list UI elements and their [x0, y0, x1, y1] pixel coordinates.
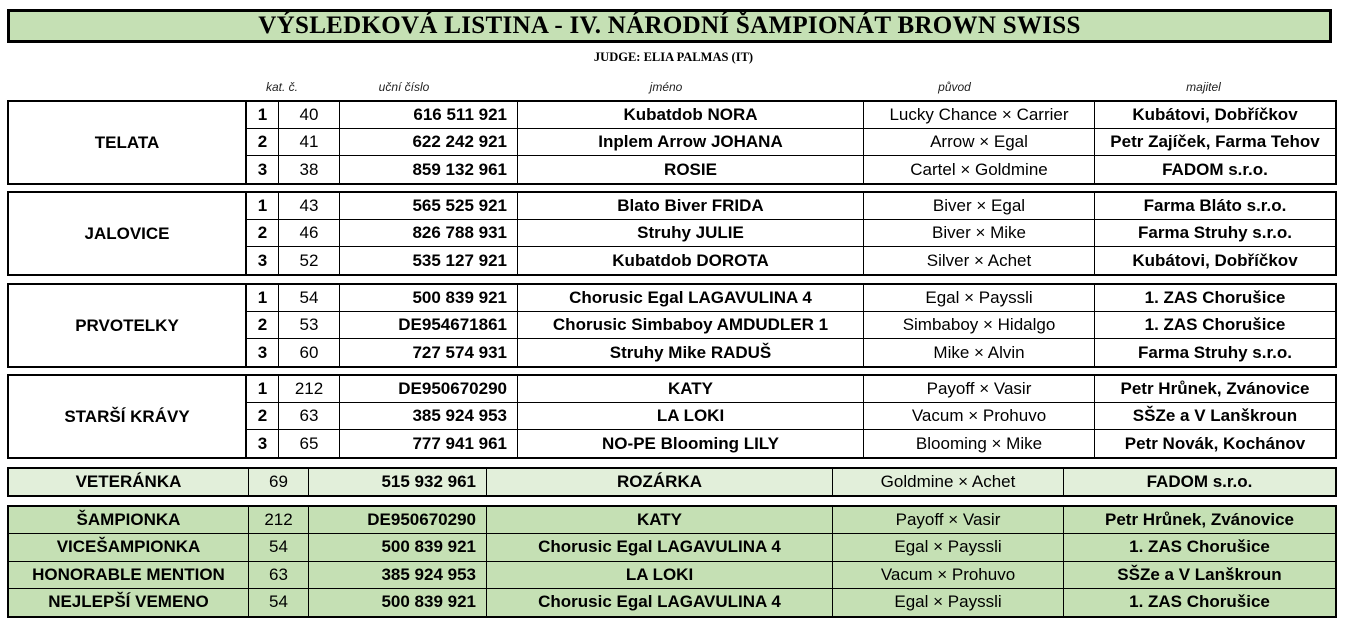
- award-num: DE950670290: [309, 507, 487, 534]
- cell-majitel: Petr Zajíček, Farma Tehov: [1095, 129, 1335, 156]
- table-row: [247, 156, 1335, 183]
- cell-majitel: Petr Hrůnek, Zvánovice: [1095, 376, 1335, 403]
- award-num: 500 839 921: [309, 534, 487, 561]
- award-row: [9, 562, 1335, 589]
- cell-kat: 65: [279, 430, 340, 457]
- award-majitel: 1. ZAS Chorušice: [1064, 534, 1335, 561]
- cell-place: 1: [247, 376, 279, 403]
- cell-majitel: 1. ZAS Chorušice: [1095, 285, 1335, 312]
- header-kat: kat. č.: [265, 80, 298, 94]
- veteranka-label: VETERÁNKA: [9, 469, 249, 495]
- table-row: [247, 193, 1335, 220]
- cell-kat: 38: [279, 156, 340, 183]
- table-row: [247, 339, 1335, 366]
- cell-majitel: Petr Novák, Kochánov: [1124, 433, 1306, 453]
- group-3: [7, 374, 1337, 459]
- award-name: KATY: [487, 507, 833, 534]
- cell-num: 777 941 961: [340, 430, 518, 457]
- award-row: [9, 589, 1335, 616]
- cell-kat: 41: [279, 129, 340, 156]
- veteranka-name: ROZÁRKA: [487, 469, 833, 495]
- cell-name: Struhy JULIE: [518, 220, 864, 247]
- veteranka-row: [7, 467, 1337, 497]
- cell-place: 2: [247, 220, 279, 247]
- award-name: Chorusic Egal LAGAVULINA 4: [487, 534, 833, 561]
- cell-place: 2: [247, 403, 279, 430]
- award-name: LA LOKI: [487, 562, 833, 589]
- cell-puvod: Simbaboy × Hidalgo: [864, 312, 1095, 339]
- cell-name: Kubatdob DOROTA: [518, 247, 864, 274]
- judge-line: JUDGE: ELIA PALMAS (IT): [593, 50, 754, 64]
- group-label: TELATA: [9, 102, 247, 183]
- cell-kat: 54: [279, 285, 340, 312]
- cell-kat: 60: [279, 339, 340, 366]
- award-num: 385 924 953: [309, 562, 487, 589]
- cell-num: 727 574 931: [340, 339, 518, 366]
- cell-place: 1: [247, 285, 279, 312]
- award-kat: 54: [249, 589, 309, 616]
- award-label: NEJLEPŠÍ VEMENO: [9, 589, 249, 616]
- cell-name: Blato Biver FRIDA: [518, 193, 864, 220]
- cell-name: Chorusic Egal LAGAVULINA 4: [518, 285, 864, 312]
- group-2: [7, 283, 1337, 368]
- cell-num: 622 242 921: [340, 129, 518, 156]
- cell-puvod: Biver × Egal: [864, 193, 1095, 220]
- cell-majitel: Kubátovi, Dobříčkov: [1132, 250, 1298, 270]
- cell-kat: 53: [279, 312, 340, 339]
- title-banner: [7, 9, 1332, 43]
- award-label: VICEŠAMPIONKA: [9, 534, 249, 561]
- table-row: [247, 220, 1335, 247]
- cell-place: 3: [247, 247, 279, 274]
- cell-place: 3: [247, 339, 279, 366]
- award-puvod: Egal × Payssli: [833, 534, 1064, 561]
- award-name: Chorusic Egal LAGAVULINA 4: [487, 589, 833, 616]
- cell-name: Kubatdob NORA: [518, 102, 864, 129]
- award-row: [9, 534, 1335, 561]
- award-row: [9, 507, 1335, 534]
- header-name: jméno: [649, 80, 683, 94]
- cell-majitel: Kubátovi, Dobříčkov: [1095, 102, 1335, 129]
- group-label: JALOVICE: [9, 193, 247, 274]
- cell-num: 859 132 961: [340, 156, 518, 183]
- cell-place: 3: [247, 430, 279, 457]
- header-puvod: původ: [938, 80, 971, 94]
- cell-majitel: FADOM s.r.o.: [1162, 159, 1268, 179]
- veteranka-majitel: FADOM s.r.o.: [1146, 472, 1253, 491]
- cell-majitel: Farma Struhy s.r.o.: [1138, 342, 1292, 362]
- cell-puvod: Lucky Chance × Carrier: [864, 102, 1095, 129]
- award-kat: 63: [249, 562, 309, 589]
- cell-name: ROSIE: [518, 156, 864, 183]
- cell-place: 1: [247, 102, 279, 129]
- cell-kat: 40: [279, 102, 340, 129]
- cell-num: 500 839 921: [340, 285, 518, 312]
- award-label: HONORABLE MENTION: [9, 562, 249, 589]
- cell-majitel: SŠZe a V Lanškroun: [1095, 403, 1335, 430]
- table-row: [247, 376, 1335, 403]
- cell-kat: 52: [279, 247, 340, 274]
- cell-name: Chorusic Simbaboy AMDUDLER 1: [518, 312, 864, 339]
- column-headers: [0, 80, 1347, 96]
- cell-place: 3: [247, 156, 279, 183]
- award-kat: 212: [249, 507, 309, 534]
- header-majitel: majitel: [1186, 80, 1221, 94]
- awards-table: [7, 505, 1337, 618]
- cell-num: DE950670290: [340, 376, 518, 403]
- cell-puvod: Cartel × Goldmine: [864, 156, 1095, 183]
- table-row: [247, 285, 1335, 312]
- cell-name: Inplem Arrow JOHANA: [518, 129, 864, 156]
- cell-puvod: Arrow × Egal: [864, 129, 1095, 156]
- award-puvod: Payoff × Vasir: [833, 507, 1064, 534]
- cell-kat: 43: [279, 193, 340, 220]
- table-row: [247, 403, 1335, 430]
- cell-num: 616 511 921: [340, 102, 518, 129]
- table-row: [247, 312, 1335, 339]
- cell-puvod: Vacum × Prohuvo: [864, 403, 1095, 430]
- cell-puvod: Silver × Achet: [864, 247, 1095, 274]
- cell-puvod: Biver × Mike: [864, 220, 1095, 247]
- group-label: PRVOTELKY: [9, 285, 247, 366]
- veteranka-puvod: Goldmine × Achet: [833, 469, 1064, 495]
- cell-place: 1: [247, 193, 279, 220]
- table-row: [247, 129, 1335, 156]
- cell-place: 2: [247, 129, 279, 156]
- cell-place: 2: [247, 312, 279, 339]
- cell-num: 535 127 921: [340, 247, 518, 274]
- award-kat: 54: [249, 534, 309, 561]
- cell-name: Struhy Mike RADUŠ: [518, 339, 864, 366]
- award-puvod: Egal × Payssli: [833, 589, 1064, 616]
- page-title: VÝSLEDKOVÁ LISTINA - IV. NÁRODNÍ ŠAMPIONÁT BROWN SWISS: [258, 12, 1081, 39]
- cell-num: DE954671861: [340, 312, 518, 339]
- cell-majitel: Farma Bláto s.r.o.: [1095, 193, 1335, 220]
- award-label: ŠAMPIONKA: [9, 507, 249, 534]
- cell-puvod: Payoff × Vasir: [864, 376, 1095, 403]
- cell-puvod: Blooming × Mike: [864, 430, 1095, 457]
- award-majitel: Petr Hrůnek, Zvánovice: [1064, 507, 1335, 534]
- cell-num: 565 525 921: [340, 193, 518, 220]
- cell-kat: 63: [279, 403, 340, 430]
- header-num: uční číslo: [378, 80, 430, 94]
- cell-name: LA LOKI: [518, 403, 864, 430]
- cell-puvod: Egal × Payssli: [864, 285, 1095, 312]
- veteranka-num: 515 932 961: [309, 469, 487, 495]
- table-row: [247, 102, 1335, 129]
- group-0: [7, 100, 1337, 185]
- table-row: [247, 247, 1335, 274]
- cell-puvod: Mike × Alvin: [864, 339, 1095, 366]
- award-puvod: Vacum × Prohuvo: [833, 562, 1064, 589]
- cell-name: KATY: [518, 376, 864, 403]
- cell-num: 385 924 953: [340, 403, 518, 430]
- group-label: STARŠÍ KRÁVY: [9, 376, 247, 457]
- award-num: 500 839 921: [309, 589, 487, 616]
- veteranka-kat: 69: [249, 469, 309, 495]
- cell-kat: 212: [279, 376, 340, 403]
- award-majitel: 1. ZAS Chorušice: [1129, 592, 1270, 612]
- cell-name: NO-PE Blooming LILY: [518, 430, 864, 457]
- cell-majitel: 1. ZAS Chorušice: [1095, 312, 1335, 339]
- table-row: [247, 430, 1335, 457]
- award-majitel: SŠZe a V Lanškroun: [1064, 562, 1335, 589]
- group-1: [7, 191, 1337, 276]
- cell-num: 826 788 931: [340, 220, 518, 247]
- cell-majitel: Farma Struhy s.r.o.: [1095, 220, 1335, 247]
- cell-kat: 46: [279, 220, 340, 247]
